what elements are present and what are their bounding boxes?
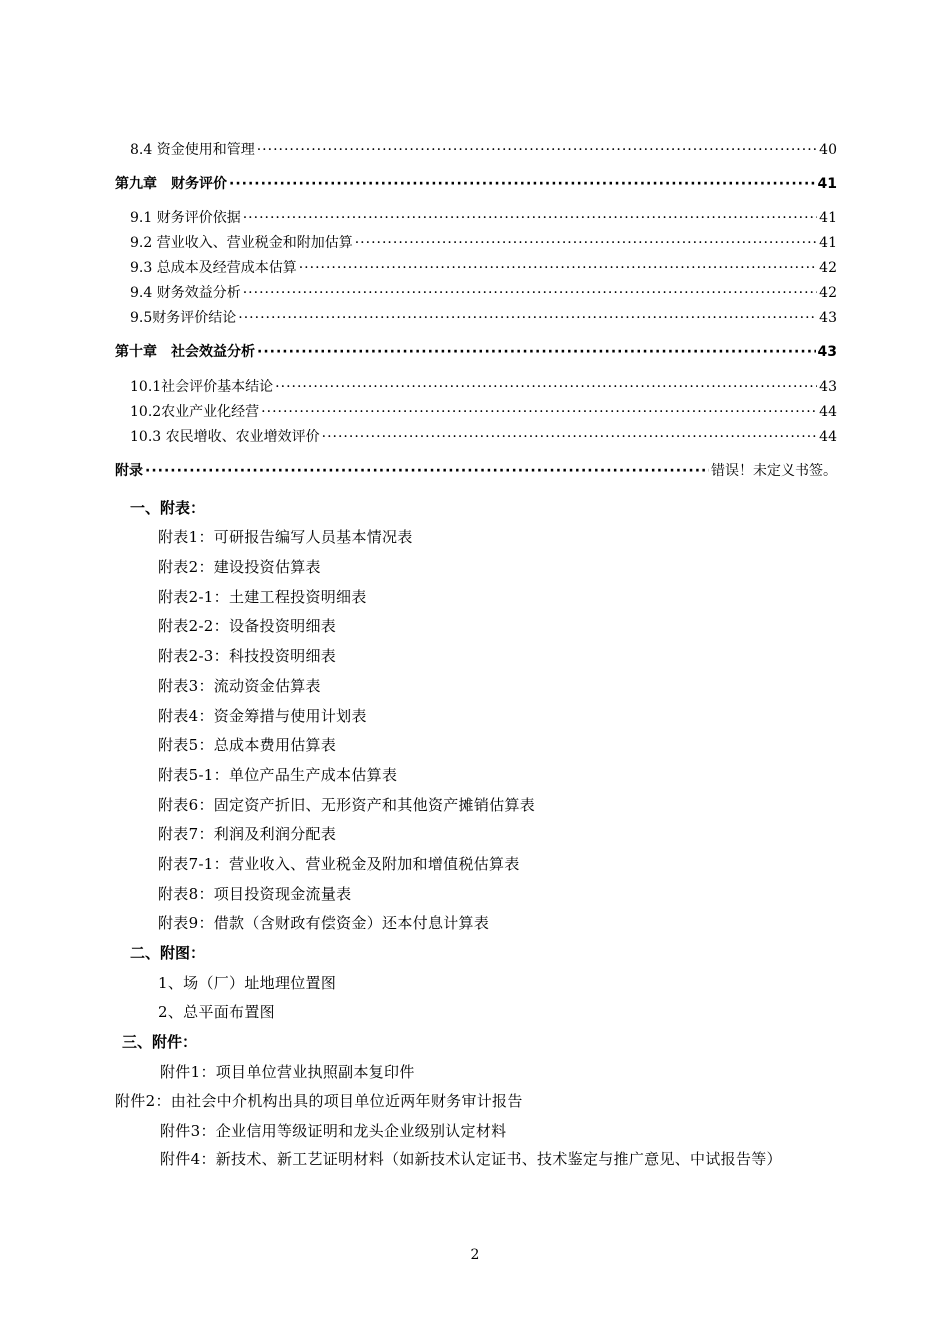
toc-page-number: 43 <box>819 310 837 326</box>
toc-entry-title: 9.2 营业收入、营业税金和附加估算 <box>130 235 353 251</box>
toc-page-number: 44 <box>819 429 837 445</box>
toc-entry[interactable] <box>130 141 837 159</box>
appendix-figure-item: 2、总平面布置图 <box>158 1003 275 1021</box>
toc-chapter-entry[interactable] <box>115 343 837 361</box>
page-number: 2 <box>470 1247 480 1263</box>
toc-entry[interactable] <box>130 259 837 277</box>
appendix-figures-heading: 二、附图： <box>130 944 206 962</box>
toc-entry[interactable] <box>130 284 837 302</box>
appendix-table-item: 附表7-1：营业收入、营业税金及附加和增值税估算表 <box>158 855 520 873</box>
toc-leader <box>275 378 817 396</box>
toc-leader <box>243 209 817 227</box>
appendix-attachment-item: 附件2：由社会中介机构出具的项目单位近两年财务审计报告 <box>115 1092 523 1110</box>
appendix-attachments-heading: 三、附件： <box>122 1033 198 1051</box>
toc-page-number: 43 <box>817 344 837 360</box>
toc-entry-title: 10.1社会评价基本结论 <box>130 379 274 395</box>
toc-page-number: 41 <box>817 176 837 192</box>
toc-page-number: 41 <box>819 235 837 251</box>
toc-entry-title: 9.3 总成本及经营成本估算 <box>130 260 297 276</box>
toc-leader <box>238 309 817 327</box>
toc-leader <box>229 175 816 193</box>
toc-entry[interactable] <box>130 378 837 396</box>
toc-leader <box>145 462 709 480</box>
toc-entry[interactable] <box>130 403 837 421</box>
toc-page-number: 44 <box>819 404 837 420</box>
appendix-table-item: 附表2-3：科技投资明细表 <box>158 647 337 665</box>
toc-entry-title: 9.5财务评价结论 <box>130 310 237 326</box>
toc-entry-title: 9.1 财务评价依据 <box>130 210 241 226</box>
toc-entry[interactable] <box>130 428 837 446</box>
appendix-tables-heading: 一、附表： <box>130 499 206 517</box>
toc-entry-title: 第十章 社会效益分析 <box>115 344 255 360</box>
appendix-table-item: 附表5-1：单位产品生产成本估算表 <box>158 766 398 784</box>
toc-leader <box>257 141 817 159</box>
toc-page-number: 41 <box>819 210 837 226</box>
toc-page-number: 43 <box>819 379 837 395</box>
toc-leader <box>243 284 817 302</box>
appendix-attachment-item <box>160 1145 840 1174</box>
toc-entry[interactable] <box>130 234 837 252</box>
appendix-table-item: 附表5：总成本费用估算表 <box>158 736 337 754</box>
appendix-table-item: 附表2-2：设备投资明细表 <box>158 617 337 635</box>
toc-leader <box>299 259 817 277</box>
toc-chapter-entry[interactable] <box>115 175 837 193</box>
appendix-attachment-item: 附件1：项目单位营业执照副本复印件 <box>160 1063 415 1081</box>
appendix-attachment-text: 附件4：新技术、新工艺证明材料（如新技术认定证书、技术鉴定与推广意见、中试报告等） <box>160 1150 782 1168</box>
toc-entry-title: 附录 <box>115 463 143 479</box>
toc-leader <box>261 403 817 421</box>
toc-entry-title: 第九章 财务评价 <box>115 176 227 192</box>
appendix-table-item: 附表9：借款（含财政有偿资金）还本付息计算表 <box>158 914 490 932</box>
toc-page-number: 错误！未定义书签。 <box>711 463 837 479</box>
toc-entry[interactable] <box>130 209 837 227</box>
toc-page-number: 42 <box>819 285 837 301</box>
appendix-table-item: 附表2-1：土建工程投资明细表 <box>158 588 367 606</box>
appendix-figure-item: 1、场（厂）址地理位置图 <box>158 974 337 992</box>
toc-page-number: 40 <box>819 142 837 158</box>
toc-entry-title: 9.4 财务效益分析 <box>130 285 241 301</box>
toc-appendix-entry[interactable] <box>115 462 837 480</box>
toc-page-number: 42 <box>819 260 837 276</box>
appendix-table-item: 附表8：项目投资现金流量表 <box>158 885 352 903</box>
toc-entry-title: 10.3 农民增收、农业增效评价 <box>130 429 320 445</box>
appendix-table-item: 附表6：固定资产折旧、无形资产和其他资产摊销估算表 <box>158 796 536 814</box>
appendix-table-item: 附表2：建设投资估算表 <box>158 558 321 576</box>
appendix-table-item: 附表3：流动资金估算表 <box>158 677 321 695</box>
toc-leader <box>257 343 816 361</box>
toc-entry-title: 8.4 资金使用和管理 <box>130 142 255 158</box>
toc-entry[interactable] <box>130 309 837 327</box>
appendix-table-item: 附表4：资金筹措与使用计划表 <box>158 707 367 725</box>
appendix-table-item: 附表7：利润及利润分配表 <box>158 825 337 843</box>
toc-entry-title: 10.2农业产业化经营 <box>130 404 260 420</box>
toc-leader <box>322 428 818 446</box>
appendix-attachment-item: 附件3：企业信用等级证明和龙头企业级别认定材料 <box>160 1122 507 1140</box>
toc-leader <box>355 234 817 252</box>
appendix-table-item: 附表1：可研报告编写人员基本情况表 <box>158 528 413 546</box>
